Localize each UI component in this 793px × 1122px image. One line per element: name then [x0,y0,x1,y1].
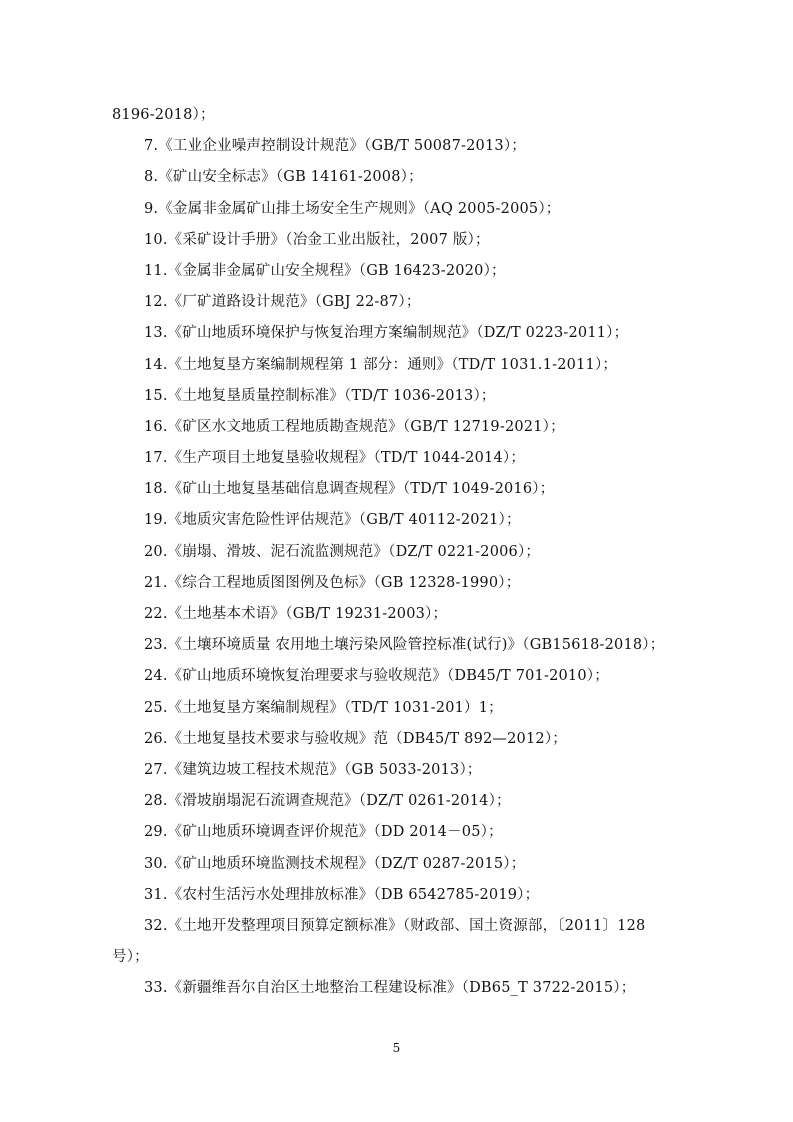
list-item-12: 12.《厂矿道路设计规范》（GBJ 22-87）； [144,294,421,311]
list-item-7: 7.《工业企业噪声控制设计规范》（GB/T 50087-2013）； [144,138,526,155]
list-item-10: 10.《采矿设计手册》（冶金工业出版社，2007 版）； [144,231,490,248]
list-item-32-line-2: 号）； [112,949,149,966]
list-item-14: 14.《土地复垦方案编制规程第 1 部分：通则》（TD/T 1031.1-2011）； [144,356,618,373]
list-item-30: 30.《矿山地质环境监测技术规程》（DZ/T 0287-2015）； [144,855,526,872]
list-item-26: 26.《土地复垦技术要求与验收规》范（DB45/T 892—2012）； [144,730,567,747]
list-item-13: 13.《矿山地质环境保护与恢复治理方案编制规范》（DZ/T 0223-2011）； [144,325,629,342]
page-number: 5 [392,1041,401,1055]
list-item-25: 25.《土地复垦方案编制规程》（TD/T 1031-201）1； [144,699,503,716]
continued-line: 8196-2018）； [112,107,215,123]
reference-list [112,100,692,1004]
list-item-16: 16.《矿区水文地质工程地质勘查规范》（GB/T 12719-2021）； [144,418,565,435]
list-item-9: 9.《金属非金属矿山排土场安全生产规则》（AQ 2005-2005）； [144,200,561,217]
list-item-33: 33.《新疆维吾尔自治区土地整治工程建设标准》（DB65_T 3722-2015）； [144,980,636,997]
list-item-29: 29.《矿山地质环境调查评价规范》（DD 2014－05）； [144,824,503,841]
list-item-17: 17.《生产项目土地复垦验收规程》（TD/T 1044-2014）； [144,450,526,467]
list-item-8: 8.《矿山安全标志》（GB 14161-2008）； [144,169,423,186]
list-item-23: 23.《土壤环境质量 农用地土壤污染风险管控标准(试行)》（GB15618-2018）； [144,637,665,654]
list-item-32-line-1: 32.《土地开发整理项目预算定额标准》（财政部、国土资源部，〔2011〕128 [144,917,646,934]
list-item-18: 18.《矿山土地复垦基础信息调查规程》（TD/T 1049-2016）； [144,481,555,498]
list-item-28: 28.《滑坡崩塌泥石流调查规范》（DZ/T 0261-2014）； [144,793,511,810]
list-item-11: 11.《金属非金属矿山安全规程》（GB 16423-2020）； [144,262,506,279]
list-item-31: 31.《农村生活污水处理排放标准》（DB 6542785-2019）； [144,886,540,903]
list-item-22: 22.《土地基本术语》（GB/T 19231-2003）； [144,606,448,622]
list-item-21: 21.《综合工程地质图图例及色标》（GB 12328-1990）； [144,574,521,591]
list-item-27: 27.《建筑边坡工程技术规范》（GB 5033-2013）； [144,761,482,778]
list-item-24: 24.《矿山地质环境恢复治理要求与验收规范》（DB45/T 701-2010）； [144,668,609,685]
list-item-19: 19.《地质灾害危险性评估规范》（GB/T 40112-2021）； [144,512,521,529]
list-item-20: 20.《崩塌、滑坡、泥石流监测规范》（DZ/T 0221-2006）； [144,543,541,560]
list-item-15: 15.《土地复垦质量控制标准》（TD/T 1036-2013）； [144,387,496,404]
